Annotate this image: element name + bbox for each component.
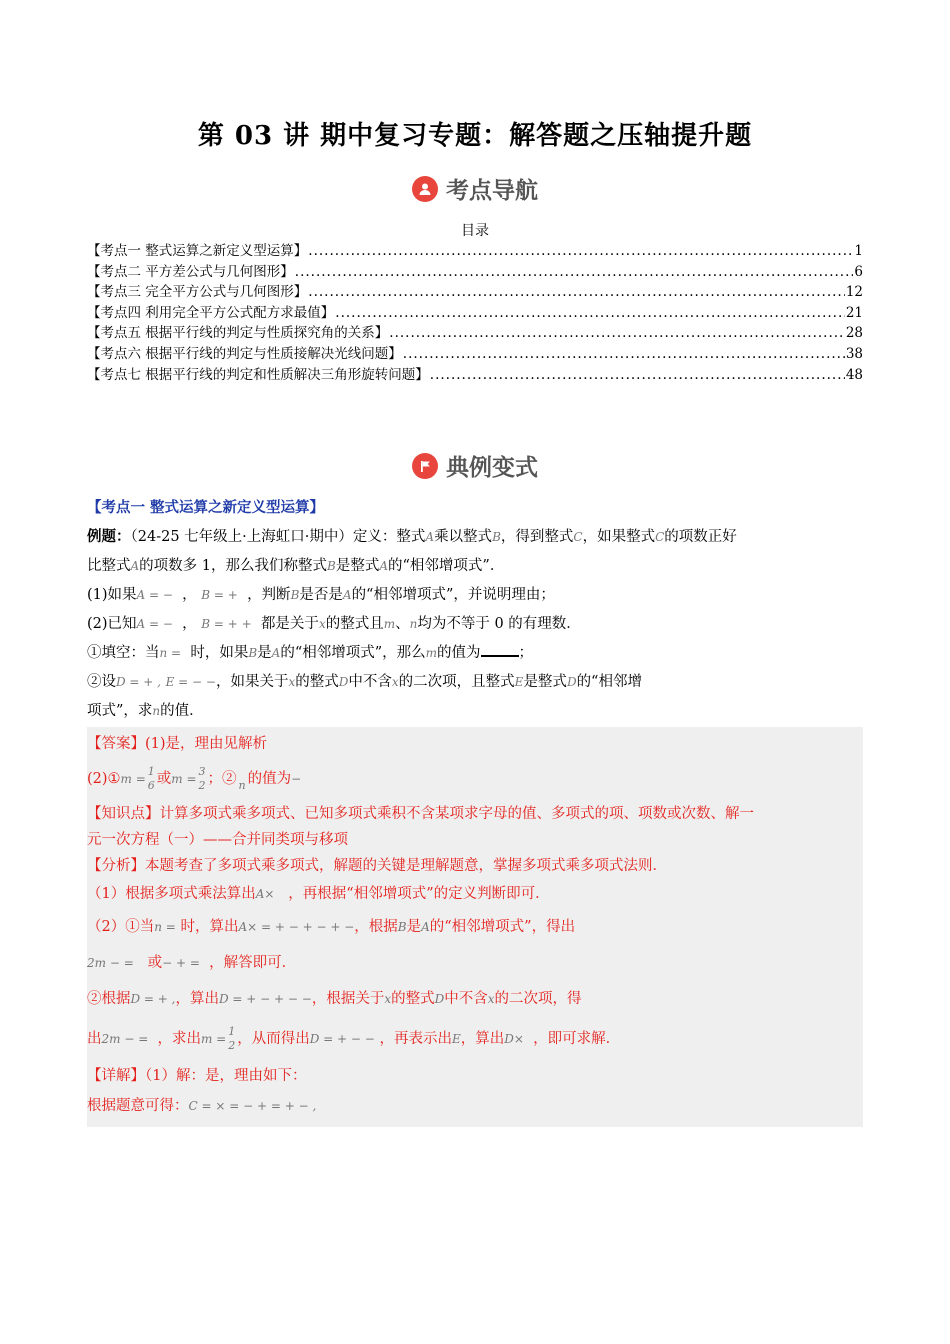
toc-item-page: 28 <box>845 325 863 342</box>
question-1: (1)如果A = − ， B = + ，判断B是否是A的“相邻增项式”，并说明理由； <box>87 587 555 603</box>
user-icon <box>412 176 438 202</box>
toc-item[interactable] <box>87 241 863 262</box>
analysis-4: ②根据D = + ,，算出D = + − + − −，根据关于x的整式D中不含x的二次项，得 <box>87 991 582 1007</box>
kaodian-heading: 【考点一 整式运算之新定义型运算】 <box>87 499 325 516</box>
detail-2: 根据题意可得：C = × = − + = + − , <box>87 1098 317 1114</box>
flag-icon <box>412 453 438 479</box>
toc-leader-dots <box>403 344 845 365</box>
problem-line2: 比整式A的项数多 1，那么我们称整式B是整式A的“相邻增项式”． <box>87 558 505 574</box>
problem-intro: 例题：（24-25 七年级上·上海虹口·期中）定义：整式A乘以整式B，得到整式C，如果整式C的项数正好 <box>87 528 737 545</box>
toc-item-label: 【考点四 利用完全平方公式配方求最值】 <box>87 304 335 321</box>
toc-leader-dots <box>430 365 845 386</box>
knowledge-point-cont: 元一次方程（一）——合并同类项与移项 <box>87 832 348 848</box>
answer-line-2: (2)①m =1 6 或m =3 2 ；② n 的值为− <box>87 765 302 792</box>
toc-item-label: 【考点五 根据平行线的判定与性质探究角的关系】 <box>87 325 389 342</box>
table-of-contents <box>87 241 863 385</box>
toc-item[interactable] <box>87 282 863 303</box>
question-2-2-cont: 项式”，求n的值． <box>87 703 204 719</box>
toc-item[interactable] <box>87 323 863 344</box>
answer-blank[interactable] <box>481 643 519 657</box>
toc-item-label: 【考点六 根据平行线的判定与性质接解决光线问题】 <box>87 345 402 362</box>
question-2: (2)已知A = − ， B = + + 都是关于x的整式且m、n均为不等于 0 的有理数． <box>87 616 581 632</box>
examples-banner-label: 典例变式 <box>446 455 538 481</box>
toc-item[interactable] <box>87 365 863 386</box>
page-title: 第 03 讲 期中复习专题：解答题之压轴提升题 <box>197 121 753 151</box>
analysis-1: （1）根据多项式乘法算出A× ，再根据“相邻增项式”的定义判断即可． <box>87 886 550 902</box>
toc-heading: 目录 <box>461 223 489 239</box>
analysis: 【分析】本题考查了多项式乘多项式，解题的关键是理解题意，掌握多项式乘多项式法则． <box>87 858 667 874</box>
toc-item-label: 【考点三 完全平方公式与几何图形】 <box>87 284 308 301</box>
examples-banner <box>0 449 950 482</box>
toc-leader-dots <box>389 323 845 344</box>
nav-banner-label: 考点导航 <box>446 178 538 204</box>
knowledge-point: 【知识点】计算多项式乘多项式、已知多项式乘积不含某项求字母的值、多项式的项、项数或次数、解一 <box>87 806 754 822</box>
toc-leader-dots <box>295 262 854 283</box>
toc-item[interactable] <box>87 303 863 324</box>
answer-line-1: 【答案】(1)是，理由见解析 <box>87 736 268 752</box>
toc-leader-dots <box>308 282 845 303</box>
toc-item-label: 【考点七 根据平行线的判定和性质解决三角形旋转问题】 <box>87 366 429 383</box>
toc-item[interactable] <box>87 344 863 365</box>
toc-leader-dots <box>335 303 845 324</box>
toc-item-page: 6 <box>854 263 863 280</box>
toc-item-page: 48 <box>845 366 863 383</box>
toc-item-page: 38 <box>845 345 863 362</box>
toc-item[interactable] <box>87 262 863 283</box>
question-2-1: ①填空：当n = 时，如果B是A的“相邻增项式”，那么m的值为 ； <box>87 645 534 661</box>
toc-leader-dots <box>308 241 853 262</box>
toc-item-page: 12 <box>845 284 863 301</box>
analysis-2: （2）①当n = 时，算出A× = + − + − + −，根据B是A的“相邻增项式”，得出 <box>87 919 576 935</box>
toc-item-label: 【考点一 整式运算之新定义型运算】 <box>87 243 308 259</box>
toc-item-page: 21 <box>845 304 863 321</box>
detail: 【详解】（1）解：是，理由如下： <box>87 1068 307 1084</box>
content-body <box>87 494 863 1127</box>
nav-banner <box>0 172 950 205</box>
analysis-3: 2m − = 或− + = ，解答即可． <box>87 955 297 971</box>
question-2-2: ②设D = + , E = − −，如果关于x的整式D中不含x的二次项，且整式E是整式D的“相邻增 <box>87 674 642 690</box>
analysis-5: 出2m − = ，求出m =1 2 ，从而得出D = + − − ，再表示出E，算出D× ，即可求解． <box>87 1025 621 1052</box>
toc-item-page: 1 <box>854 243 863 259</box>
answer-box <box>87 727 863 1127</box>
toc-item-label: 【考点二 平方差公式与几何图形】 <box>87 263 294 280</box>
